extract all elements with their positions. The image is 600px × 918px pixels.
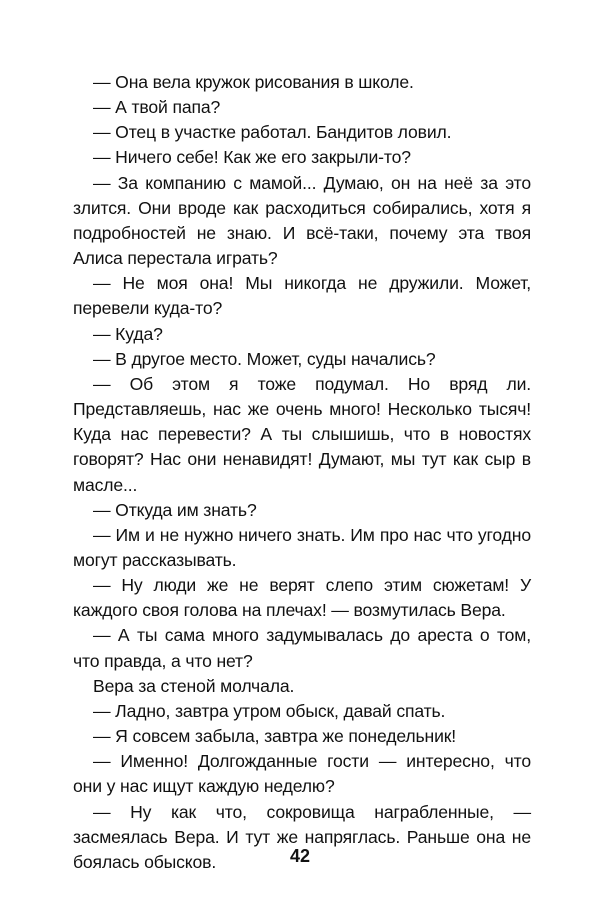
body-text (73, 70, 531, 875)
paragraph: — А твой папа? (93, 97, 221, 118)
paragraph: Вера за стеной молчала. (93, 675, 295, 696)
paragraph: — Куда? (93, 323, 163, 344)
paragraph: — Ну как что, сокровища награбленные, — засмеялась Вера. И тут же напряглась. Раньше она не боялась обысков. (73, 801, 531, 872)
paragraph: — В другое место. Может, суды начались? (93, 348, 436, 369)
paragraph: — За компанию с мамой... Думаю, он на неё за это злится. Они вроде как расходиться собирались, хотя я подробностей не знаю. И всё-таки, почему эта твоя Алиса перестала играть? (73, 172, 531, 269)
paragraph: — Откуда им знать? (93, 499, 257, 520)
paragraph: — Ну люди же не верят слепо этим сюжетам! У каждого своя голова на плечах! — возмутилась Вера. (73, 575, 531, 621)
paragraph: — А ты сама много задумывалась до ареста о том, что правда, а что нет? (73, 625, 531, 671)
paragraph: — Им и не нужно ничего знать. Им про нас что угодно могут рассказывать. (73, 524, 531, 570)
paragraph: — Именно! Долгожданные гости — интересно, что они у нас ищут каждую неделю? (73, 751, 531, 797)
paragraph: — Не моя она! Мы никогда не дружили. Может, перевели куда-то? (73, 273, 531, 319)
paragraph: — Я совсем забыла, завтра же понедельник! (93, 726, 457, 747)
paragraph: — Ладно, завтра утром обыск, давай спать. (93, 700, 446, 721)
paragraph: — Она вела кружок рисования в школе. (93, 72, 414, 92)
paragraph: — Ничего себе! Как же его закрыли-то? (93, 147, 411, 168)
paragraph: — Отец в участке работал. Бандитов ловил. (93, 122, 452, 143)
page-number: 42 (289, 846, 311, 866)
paragraph: — Об этом я тоже подумал. Но вряд ли. Представляешь, нас же очень много! Несколько тысяч! Куда нас перевести? А ты слышишь, что в новостях говорят? Нас они ненавидят! Думают, мы тут как сыр в масле... (73, 373, 531, 495)
